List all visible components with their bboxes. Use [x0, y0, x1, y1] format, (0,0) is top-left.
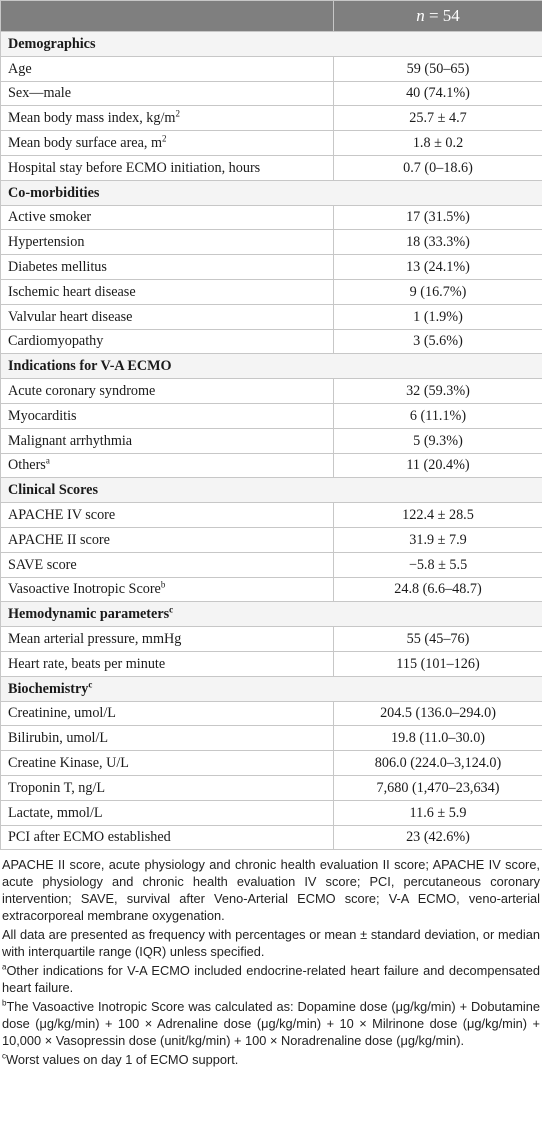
section-title-cell — [1, 32, 542, 57]
section-header-row — [1, 354, 542, 379]
row-value-cell — [334, 800, 542, 825]
row-label-cell — [1, 205, 334, 230]
row-label-cell — [1, 775, 334, 800]
header-blank-cell — [1, 1, 334, 32]
row-label-cell — [1, 800, 334, 825]
row-value: 31.9 ± 7.9 — [409, 531, 467, 548]
row-label: Creatinine, umol/L — [8, 705, 116, 722]
row-label-cell — [1, 651, 334, 676]
row-label-superscript: b — [160, 579, 166, 590]
row-label-cell — [1, 627, 334, 652]
row-value: 55 (45–76) — [406, 631, 470, 648]
row-label-cell — [1, 453, 334, 478]
section-title: Biochemistry — [8, 680, 89, 697]
section-header-row — [1, 32, 542, 57]
footnote-c — [2, 1051, 540, 1068]
table-body — [1, 32, 542, 850]
row-value: 19.8 (11.0–30.0) — [390, 730, 486, 747]
footnote-b-mark: b — [2, 999, 7, 1009]
row-label: Hospital stay before ECMO initiation, hours — [8, 159, 261, 176]
row-label-superscript: 2 — [162, 133, 167, 144]
section-title: Co-morbidities — [8, 184, 100, 201]
section-header-row — [1, 602, 542, 627]
row-label: Malignant arrhythmia — [8, 432, 133, 449]
row-label: Bilirubin, umol/L — [8, 730, 109, 747]
row-value-cell — [334, 577, 542, 602]
row-value: 18 (33.3%) — [406, 234, 470, 251]
row-value: 806.0 (224.0–3,124.0) — [374, 755, 502, 771]
row-value-cell — [334, 751, 542, 776]
row-value: 23 (42.6%) — [406, 829, 470, 846]
row-label: Acute coronary syndrome — [8, 383, 156, 400]
row-value: 204.5 (136.0–294.0) — [380, 705, 496, 722]
row-value: 1.8 ± 0.2 — [412, 135, 464, 152]
row-label-cell — [1, 503, 334, 528]
section-title-cell — [1, 602, 542, 627]
table-row — [1, 751, 542, 776]
row-label-superscript: 2 — [175, 108, 180, 119]
row-label-cell — [1, 255, 334, 280]
table-row — [1, 503, 542, 528]
footnote-b — [2, 998, 540, 1049]
row-label: Hypertension — [8, 234, 85, 251]
row-value: 24.8 (6.6–48.7) — [394, 581, 482, 598]
row-label-cell — [1, 379, 334, 404]
row-value-cell — [334, 131, 542, 156]
table-row — [1, 56, 542, 81]
row-value: 32 (59.3%) — [406, 383, 470, 400]
table-row — [1, 552, 542, 577]
n-label: n — [416, 6, 425, 25]
table-row — [1, 106, 542, 131]
table-row — [1, 775, 542, 800]
row-label-cell — [1, 81, 334, 106]
row-value-cell — [334, 81, 542, 106]
row-label: APACHE IV score — [8, 507, 116, 524]
row-label-cell — [1, 329, 334, 354]
row-label-cell — [1, 230, 334, 255]
row-value-cell — [334, 403, 542, 428]
table-row — [1, 726, 542, 751]
row-label: Heart rate, beats per minute — [8, 655, 166, 672]
row-value-cell — [334, 825, 542, 850]
row-value-cell — [334, 503, 542, 528]
row-label-cell — [1, 701, 334, 726]
row-label-cell — [1, 106, 334, 131]
section-header-row — [1, 478, 542, 503]
row-value: 7,680 (1,470–23,634) — [376, 779, 500, 796]
table-row — [1, 81, 542, 106]
row-value-cell — [334, 329, 542, 354]
footnote-a-text: Other indications for V-A ECMO included endocrine-related heart failure and decompensated heart failure. — [2, 963, 540, 996]
row-value: 115 (101–126) — [396, 655, 480, 672]
row-label: Troponin T, ng/L — [8, 779, 106, 796]
row-label: Active smoker — [8, 209, 92, 226]
row-value: 6 (11.1%) — [409, 407, 467, 424]
row-value: 11.6 ± 5.9 — [409, 804, 467, 821]
table-row — [1, 155, 542, 180]
row-value: 13 (24.1%) — [406, 259, 470, 276]
row-value-cell — [334, 155, 542, 180]
row-value-cell — [334, 230, 542, 255]
row-label-cell — [1, 825, 334, 850]
row-label: Mean arterial pressure, mmHg — [8, 631, 182, 648]
row-label: Others — [8, 457, 46, 474]
row-value-cell — [334, 428, 542, 453]
section-title-cell — [1, 478, 542, 503]
row-value-cell — [334, 304, 542, 329]
table-row — [1, 131, 542, 156]
row-label-cell — [1, 304, 334, 329]
row-value: 5 (9.3%) — [413, 432, 463, 449]
row-value-cell — [334, 279, 542, 304]
row-label: APACHE II score — [8, 531, 110, 548]
row-value-cell — [334, 56, 542, 81]
row-label: SAVE score — [8, 556, 77, 573]
row-value-cell — [334, 379, 542, 404]
row-label-cell — [1, 131, 334, 156]
row-label-cell — [1, 403, 334, 428]
row-value-cell — [334, 106, 542, 131]
section-title: Clinical Scores — [8, 482, 98, 499]
table-row — [1, 825, 542, 850]
section-title-cell — [1, 676, 542, 701]
table-row — [1, 403, 542, 428]
row-value: 17 (31.5%) — [406, 209, 470, 226]
row-value: 11 (20.4%) — [406, 457, 470, 474]
table-footnotes — [0, 850, 542, 1068]
row-value-cell — [334, 205, 542, 230]
row-label: Cardiomyopathy — [8, 333, 104, 350]
footnote-a — [2, 962, 540, 996]
section-title-cell — [1, 180, 542, 205]
row-value: 25.7 ± 4.7 — [409, 110, 467, 127]
table-row — [1, 453, 542, 478]
row-value-cell — [334, 255, 542, 280]
table-row — [1, 329, 542, 354]
row-value-cell — [334, 527, 542, 552]
table-row — [1, 230, 542, 255]
abbreviations-note: APACHE II score, acute physiology and chronic health evaluation II score; APACHE IV score, acute physiology and chronic health evaluation IV score; PCI, percutaneous coronary intervention; SAVE, survival after Veno-Arterial ECMO score; V-A ECMO, veno-arterial extracorporeal membrane oxygenation. — [2, 857, 540, 924]
row-label: Ischemic heart disease — [8, 283, 136, 300]
row-value-cell — [334, 453, 542, 478]
row-value: 40 (74.1%) — [406, 85, 470, 102]
section-title: Demographics — [8, 35, 96, 52]
row-label-cell — [1, 428, 334, 453]
row-value-cell — [334, 627, 542, 652]
row-label-cell — [1, 751, 334, 776]
row-label: Mean body surface area, m — [8, 135, 163, 152]
row-label-cell — [1, 155, 334, 180]
row-label-cell — [1, 726, 334, 751]
table-row — [1, 279, 542, 304]
row-label: Age — [8, 60, 32, 77]
section-title: Indications for V-A ECMO — [8, 358, 172, 375]
row-label: Lactate, mmol/L — [8, 804, 103, 821]
row-value-cell — [334, 651, 542, 676]
table-row — [1, 205, 542, 230]
section-title: Hemodynamic parameters — [8, 606, 170, 623]
data-presentation-note: All data are presented as frequency with percentages or mean ± standard deviation, or median with interquartile range (IQR) unless specified. — [2, 927, 540, 960]
table-row — [1, 701, 542, 726]
row-label-cell — [1, 577, 334, 602]
row-value: 122.4 ± 28.5 — [402, 507, 474, 524]
row-value: 0.7 (0–18.6) — [403, 159, 473, 176]
footnote-c-text: Worst values on day 1 of ECMO support. — [6, 1052, 239, 1068]
footnote-b-text: The Vasoactive Inotropic Score was calculated as: Dopamine dose (μg/kg/min) + Dobutamine dose (μg/kg/min) + 100 × Adrenaline dose (μg/kg/min) + 10 × Milrinone dose (μg/kg/min) + 10,000 × Vasopressin dose (unit/kg/min) + 100 × Noradrenaline dose (μg/kg/min). — [2, 999, 540, 1049]
row-value: 9 (16.7%) — [409, 283, 467, 300]
row-label-cell — [1, 527, 334, 552]
row-label: PCI after ECMO established — [8, 829, 171, 846]
footnote-a-mark: a — [2, 963, 7, 973]
row-label: Valvular heart disease — [8, 308, 133, 325]
row-label: Vasoactive Inotropic Score — [8, 581, 161, 598]
section-title-cell — [1, 354, 542, 379]
section-header-row — [1, 676, 542, 701]
table-row — [1, 304, 542, 329]
row-label-superscript: a — [45, 455, 50, 466]
table-row — [1, 577, 542, 602]
section-title-footnote-mark: c — [169, 604, 174, 615]
header-n-cell — [334, 1, 542, 32]
row-label: Mean body mass index, kg/m — [8, 110, 176, 127]
table-row — [1, 627, 542, 652]
row-value-cell — [334, 726, 542, 751]
section-header-row — [1, 180, 542, 205]
row-value: 59 (50–65) — [406, 60, 470, 77]
row-value: 3 (5.6%) — [413, 333, 463, 350]
row-label-cell — [1, 56, 334, 81]
row-value-cell — [334, 552, 542, 577]
table-row — [1, 255, 542, 280]
table-row — [1, 527, 542, 552]
row-label: Creatine Kinase, U/L — [8, 755, 129, 771]
row-label: Myocarditis — [8, 407, 77, 424]
table-row — [1, 428, 542, 453]
row-value-cell — [334, 775, 542, 800]
section-title-footnote-mark: c — [88, 678, 93, 689]
row-label-cell — [1, 552, 334, 577]
row-value: −5.8 ± 5.5 — [408, 556, 468, 573]
row-label-cell — [1, 279, 334, 304]
n-value: = 54 — [428, 6, 460, 25]
table-row — [1, 379, 542, 404]
footnote-c-mark: c — [2, 1052, 6, 1062]
table-row — [1, 800, 542, 825]
row-label: Diabetes mellitus — [8, 259, 107, 276]
row-label: Sex—male — [8, 85, 72, 102]
table-row — [1, 651, 542, 676]
header-row — [1, 1, 542, 32]
row-value: 1 (1.9%) — [413, 308, 463, 325]
row-value-cell — [334, 701, 542, 726]
